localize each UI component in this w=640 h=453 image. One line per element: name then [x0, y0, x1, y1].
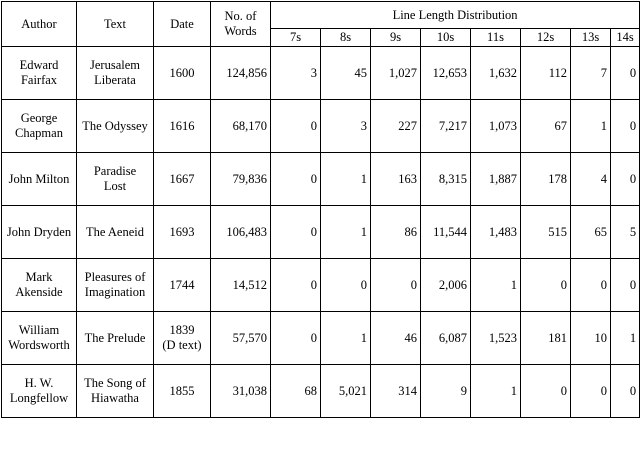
author-cell-line: Fairfax: [20, 73, 58, 87]
words-cell: 106,483: [211, 206, 271, 259]
text-cell: [77, 47, 154, 100]
distribution-cell-10s: 2,006: [421, 259, 471, 312]
author-cell-line: William: [18, 323, 60, 337]
text-cell: [77, 312, 154, 365]
distribution-cell-8s: 45: [321, 47, 371, 100]
distribution-cell-12s: 515: [521, 206, 571, 259]
distribution-cell-11s: 1,887: [471, 153, 521, 206]
text-cell: [77, 153, 154, 206]
distribution-cell-12s: 0: [521, 259, 571, 312]
distribution-cell-11s: 1: [471, 365, 521, 418]
header-author: Author: [2, 2, 77, 47]
table-row: [2, 206, 640, 259]
distribution-cell-11s: 1,483: [471, 206, 521, 259]
words-cell: 14,512: [211, 259, 271, 312]
header-distribution: Line Length Distribution: [271, 2, 640, 29]
distribution-cell-9s: 314: [371, 365, 421, 418]
distribution-cell-14s: 1: [611, 312, 640, 365]
text-cell: [77, 259, 154, 312]
text-cell: [77, 365, 154, 418]
distribution-cell-7s: 0: [271, 100, 321, 153]
distribution-cell-9s: 0: [371, 259, 421, 312]
distribution-cell-12s: 0: [521, 365, 571, 418]
words-cell: 31,038: [211, 365, 271, 418]
date-cell: [154, 259, 211, 312]
author-cell-line: Wordsworth: [8, 338, 70, 352]
author-cell-line: Mark: [25, 270, 53, 284]
text-cell-line: Pleasures of: [84, 270, 146, 284]
distribution-cell-8s: 0: [321, 259, 371, 312]
header-syllable-10s: 10s: [421, 29, 471, 47]
text-cell-line: The Odyssey: [82, 118, 148, 133]
author-cell-line: H. W.: [24, 376, 54, 390]
date-cell-line: 1667: [169, 171, 195, 186]
words-cell: 124,856: [211, 47, 271, 100]
table-row: [2, 259, 640, 312]
date-cell-line: 1600: [169, 65, 195, 80]
header-syllable-13s: 13s: [571, 29, 611, 47]
header-syllable-8s: 8s: [321, 29, 371, 47]
author-cell-line: George: [20, 111, 58, 125]
header-text: Text: [77, 2, 154, 47]
header-syllable-11s: 11s: [471, 29, 521, 47]
distribution-cell-12s: 181: [521, 312, 571, 365]
distribution-cell-12s: 178: [521, 153, 571, 206]
distribution-cell-8s: 3: [321, 100, 371, 153]
author-cell: [2, 365, 77, 418]
distribution-cell-7s: 0: [271, 259, 321, 312]
text-cell-line: Imagination: [84, 285, 146, 299]
header-syllable-14s: 14s: [611, 29, 640, 47]
distribution-cell-7s: 68: [271, 365, 321, 418]
author-cell-line: Longfellow: [9, 391, 69, 405]
table-row: [2, 312, 640, 365]
distribution-cell-13s: 7: [571, 47, 611, 100]
date-cell-line: 1616: [169, 118, 195, 133]
date-cell: [154, 100, 211, 153]
text-cell-line: The Song of: [84, 376, 146, 390]
author-cell: [2, 259, 77, 312]
distribution-cell-8s: 5,021: [321, 365, 371, 418]
text-cell: [77, 206, 154, 259]
distribution-cell-11s: 1,632: [471, 47, 521, 100]
distribution-cell-13s: 4: [571, 153, 611, 206]
date-cell-line: 1839: [169, 323, 195, 337]
distribution-cell-11s: 1,073: [471, 100, 521, 153]
date-cell: [154, 206, 211, 259]
distribution-cell-7s: 0: [271, 206, 321, 259]
distribution-cell-10s: 6,087: [421, 312, 471, 365]
distribution-cell-13s: 1: [571, 100, 611, 153]
table-row: [2, 47, 640, 100]
distribution-cell-10s: 9: [421, 365, 471, 418]
date-cell-line: 1693: [169, 224, 195, 239]
distribution-cell-12s: 67: [521, 100, 571, 153]
distribution-cell-9s: 163: [371, 153, 421, 206]
distribution-cell-7s: 0: [271, 312, 321, 365]
date-cell: [154, 153, 211, 206]
header-words: No. of Words: [211, 2, 271, 47]
distribution-cell-9s: 86: [371, 206, 421, 259]
distribution-cell-7s: 0: [271, 153, 321, 206]
distribution-cell-14s: 0: [611, 100, 640, 153]
author-cell-line: Edward: [19, 58, 59, 72]
distribution-cell-11s: 1: [471, 259, 521, 312]
date-cell: [154, 47, 211, 100]
text-cell-line: Paradise: [93, 164, 137, 178]
distribution-cell-14s: 0: [611, 153, 640, 206]
date-cell-line: 1855: [169, 383, 195, 398]
distribution-cell-8s: 1: [321, 312, 371, 365]
words-cell: 57,570: [211, 312, 271, 365]
text-cell-line: The Aeneid: [86, 224, 144, 239]
distribution-cell-10s: 12,653: [421, 47, 471, 100]
distribution-cell-13s: 65: [571, 206, 611, 259]
distribution-cell-14s: 0: [611, 365, 640, 418]
distribution-cell-14s: 5: [611, 206, 640, 259]
text-cell-line: Hiawatha: [91, 391, 139, 405]
author-cell-line: John Milton: [8, 171, 70, 186]
distribution-cell-10s: 7,217: [421, 100, 471, 153]
author-cell: [2, 47, 77, 100]
header-date: Date: [154, 2, 211, 47]
distribution-cell-13s: 0: [571, 259, 611, 312]
date-cell: [154, 365, 211, 418]
distribution-cell-10s: 11,544: [421, 206, 471, 259]
author-cell: [2, 312, 77, 365]
text-cell-line: The Prelude: [84, 330, 146, 345]
text-cell-line: Lost: [103, 179, 127, 193]
date-cell-line: (D text): [162, 338, 202, 352]
distribution-cell-14s: 0: [611, 259, 640, 312]
author-cell-line: John Dryden: [6, 224, 72, 239]
text-cell: [77, 100, 154, 153]
words-cell: 68,170: [211, 100, 271, 153]
text-cell-line: Jerusalem: [90, 58, 140, 72]
date-cell: [154, 312, 211, 365]
table-row: [2, 100, 640, 153]
distribution-cell-8s: 1: [321, 153, 371, 206]
text-cell-line: Liberata: [94, 73, 136, 87]
distribution-cell-13s: 10: [571, 312, 611, 365]
distribution-cell-14s: 0: [611, 47, 640, 100]
author-cell: [2, 153, 77, 206]
distribution-cell-9s: 1,027: [371, 47, 421, 100]
distribution-cell-11s: 1,523: [471, 312, 521, 365]
distribution-cell-10s: 8,315: [421, 153, 471, 206]
header-syllable-9s: 9s: [371, 29, 421, 47]
table-row: [2, 153, 640, 206]
date-cell-line: 1744: [169, 277, 195, 292]
author-cell: [2, 100, 77, 153]
distribution-cell-13s: 0: [571, 365, 611, 418]
author-cell-line: Chapman: [15, 126, 63, 140]
distribution-cell-7s: 3: [271, 47, 321, 100]
header-syllable-12s: 12s: [521, 29, 571, 47]
table-row: [2, 365, 640, 418]
distribution-cell-9s: 227: [371, 100, 421, 153]
distribution-cell-12s: 112: [521, 47, 571, 100]
distribution-cell-8s: 1: [321, 206, 371, 259]
author-cell-line: Akenside: [15, 285, 63, 299]
line-length-table: [1, 1, 640, 418]
header-syllable-7s: 7s: [271, 29, 321, 47]
words-cell: 79,836: [211, 153, 271, 206]
author-cell: [2, 206, 77, 259]
distribution-cell-9s: 46: [371, 312, 421, 365]
